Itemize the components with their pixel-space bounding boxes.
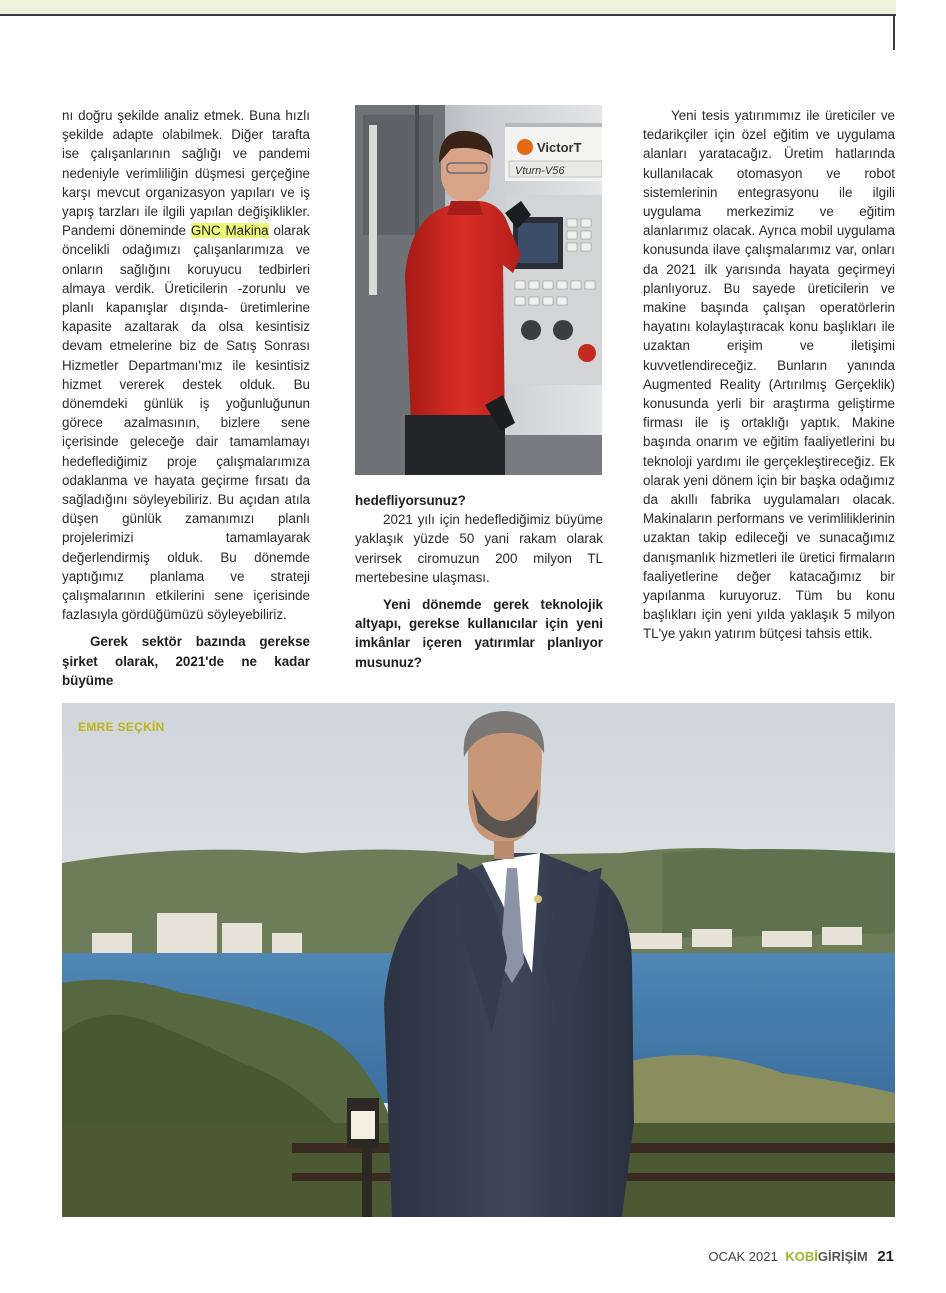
portrait-photo <box>62 703 895 1217</box>
machine-model-text: Vturn-V56 <box>515 165 565 177</box>
interview-question-end: hedefliyorsunuz? <box>355 493 466 508</box>
body-text: olarak öncelikli odağımızı çalışanlarımıza ve onların sağlığını koruyucu tedbirleri almaya verdik. Üreticilerin -zorunlu ve planlı kapanışlar dışında- üretimlerine kapasite azaltarak da olsa kesintisiz devam etmelerine biz de Satış Sonrası Hizmetler Departmanı'mız ile kesintisiz hizmet vererek destek olduk. Bu dönemdeki günlük iş yoğunluğunun görece azalmasının, bizlere sene içerisinde geleceğe dair tamamlamayı hedeflediğimiz proje çalışmalarımıza odaklanma ve hayata geçirme fırsatı da sağladığını söyleyebiliriz. Bu açıdan atıla düşen günlük zamanımızı planlı projelerimizi tamamlayarak değerlendirmiş olduk. Bu dönemde yaptığımız planlama ve strateji çalışmalarının etkilerini sene içerisinde fazlasıyla gördüğümüzü söyleyebiliriz. <box>62 223 310 623</box>
magazine-brand-girisim: GİRİŞİM <box>817 1249 868 1264</box>
text-column-2 <box>355 491 603 672</box>
answer-paragraph: Yeni tesis yatırımımız ile üreticiler ve tedarikçiler için özel eğitim ve uygulama alanları yaratacağız. Üretim hatlarında kullanılacak otomasyon ve robot sistemlerinin entegrasyonu ile ilgili uygulama merkezimiz ve eğitim alanlarımız olacak. Ayrıca mobil uygulama konusunda ilave çalışmalarımız var, onları da 2021 ilk yarısında hayata geçirmeyi planlıyoruz. Bu sayede üreticilerin ve makine başında çalışan operatörlerin hayatını kolaylaştıracak konu başlıkları ile uzaktan erişim ve iletişimi kuvvetlendireceğiz. Bunların yanında Augmented Reality (Artırılmış Gerçeklik) konusunda yerli bir araştırma geliştirme firması ile iş ortaklığı yaptık. Makine başında onarım ve eğitim faaliyetlerini bu teknoloji yardımı ile gerçekleştireceğiz. Ek olarak yeni dönem için bir başka odağımız da akıllı fabrika uygulamaları olacak. Makinaların performans ve verimliliklerinin uzaktan takip edileceği ve sunacağımız danışmanlık hizmetleri ile üretici firmaların faaliyetlerine değer katacağımız bir yapılanma kuruyoruz. Tüm bu konu başlıkları için yeni yılda yaklaşık 5 milyon TL'ye yakın yatırım bütçesi tahsis ettik. <box>643 108 895 642</box>
photo-caption: EMRE SEÇKİN <box>78 720 165 734</box>
interview-question: Yeni dönemde gerek teknolojik altyapı, gerekse kullanıcılar için yeni imkânlar içeren yatırımlar planlıyor musunuz? <box>355 597 603 670</box>
answer-paragraph: 2021 yılı için hedeflediğimiz büyüme yaklaşık yüzde 50 yani rakam olarak verirsek ciromuzun 200 milyon TL mertebesine ulaşması. <box>355 512 603 585</box>
header-rule <box>893 14 895 50</box>
magazine-brand-kobi: KOBİ <box>785 1249 818 1264</box>
machine-brand-text: VictorT <box>537 140 582 155</box>
header-band <box>0 0 896 16</box>
text-column-1 <box>62 106 310 690</box>
body-text: nı doğru şekilde analiz etmek. Buna hızlı şekilde adapte olabilmek. Diğer tarafta ise çalışanlarının sağlığı ve pandemi nedeniyle verimliliğin düşmesi gerçeğine karşı mevcut organizasyon yapıları ve iş yapış tarzları ile ilgili yapılan değişiklikler. Pandemi döneminde <box>62 108 310 239</box>
issue-date: OCAK 2021 <box>708 1249 778 1264</box>
interview-question: Gerek sektör bazında gerekse şirket olarak, 2021'de ne kadar büyüme <box>62 634 310 688</box>
body-paragraph <box>62 106 310 624</box>
machine-photo <box>355 105 602 475</box>
page-number: 21 <box>877 1248 894 1265</box>
company-name-highlight: GNC Makina <box>190 223 269 239</box>
page-footer <box>708 1248 894 1265</box>
text-column-3 <box>643 106 895 644</box>
